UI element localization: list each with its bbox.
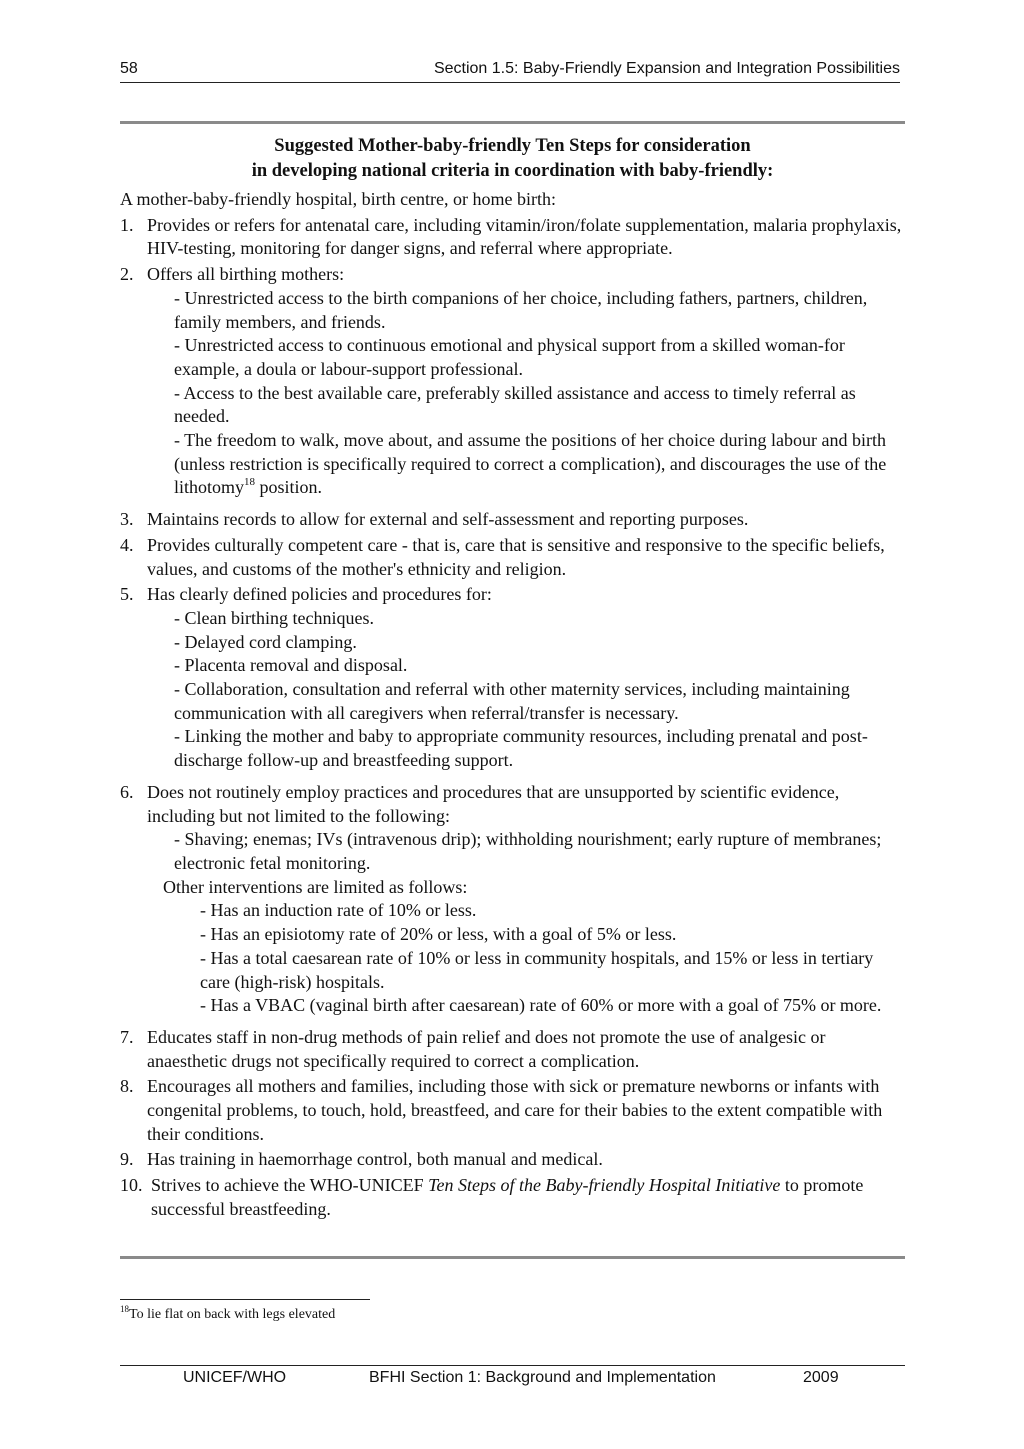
footer-center: BFHI Section 1: Background and Implementation — [369, 1369, 716, 1386]
step-number: 1. — [120, 214, 134, 235]
box-title-line2: in developing national criteria in coordination with baby-friendly: — [251, 161, 774, 181]
footer-right: 2009 — [803, 1369, 839, 1386]
step-item-8 — [120, 1075, 905, 1146]
page-number: 58 — [120, 60, 138, 77]
step-text: Provides culturally competent care - that is, care that is sensitive and responsive to the specific beliefs, values, and customs of the mother's ethnicity and religion. — [147, 534, 885, 579]
step-text: Strives to achieve the WHO-UNICEF — [151, 1175, 429, 1196]
sub-item: - Collaboration, consultation and referral with other maternity services, including maintaining communication with all caregivers when referral/transfer is necessary. — [174, 679, 850, 723]
box-intro: A mother-baby-friendly hospital, birth centre, or home birth: — [120, 189, 557, 209]
sub-item: - Has an episiotomy rate of 20% or less, with a goal of 5% or less. — [200, 924, 677, 945]
sub-item: - Unrestricted access to the birth companions of her choice, including fathers, partners, children, family members, and friends. — [174, 287, 868, 332]
sub-item — [147, 429, 905, 500]
sub-item: - Shaving; enemas; IVs (intravenous drip); withholding nourishment; early rupture of membranes; electronic fetal monitoring. — [174, 829, 882, 873]
step-item-5 — [120, 583, 905, 773]
sub-item-text: - The freedom to walk, move about, and assume the positions of her choice during labour and birth (unless restriction is specifically required to correct a complication), and discourages the use of the lithotomy — [174, 430, 887, 498]
step-item-7 — [120, 1026, 905, 1073]
step-number: 7. — [120, 1026, 134, 1047]
section-title: Section 1.5: Baby-Friendly Expansion and Integration Possibilities — [433, 60, 900, 77]
step-text: Offers all birthing mothers: — [147, 264, 345, 285]
step-text: Educates staff in non-drug methods of pain relief and does not promote the use of analgesic or anaesthetic drugs not specifically required to correct a complication. — [147, 1026, 826, 1071]
sub-item: - Delayed cord clamping. — [174, 631, 357, 652]
step-number: 2. — [120, 264, 134, 285]
step-number: 10. — [120, 1175, 143, 1196]
sub-item: - Has a VBAC (vaginal birth after caesarean) rate of 60% or more with a goal of 75% or more. — [200, 995, 882, 1016]
sub-item: - Linking the mother and baby to appropriate community resources, including prenatal and post-discharge follow-up and breastfeeding support. — [174, 726, 868, 771]
step-text-tail: to promote successful breastfeeding. — [151, 1175, 864, 1219]
footnote-ref: 18 — [244, 476, 256, 489]
step-item-1 — [120, 214, 905, 261]
box-bottom-rule — [120, 1256, 905, 1259]
step-number: 8. — [120, 1076, 134, 1097]
box-top-rule — [120, 121, 905, 124]
step-item-4 — [120, 534, 905, 581]
step-item-2 — [120, 263, 905, 500]
sub-item: - Placenta removal and disposal. — [174, 655, 408, 676]
footer-left: UNICEF/WHO — [183, 1369, 287, 1386]
step-number: 6. — [120, 781, 134, 802]
step-item-10 — [120, 1174, 905, 1221]
step-item-6 — [120, 781, 905, 1018]
sub-item: - Has an induction rate of 10% or less. — [200, 900, 477, 921]
footnote-number: 18 — [120, 1304, 129, 1314]
sub-item: - Unrestricted access to continuous emotional and physical support from a skilled woman-for example, a doula or labour-support professional. — [174, 335, 845, 379]
step-text: Maintains records to allow for external and self-assessment and reporting purposes. — [147, 509, 749, 530]
sub-item: - Has a total caesarean rate of 10% or less in community hospitals, and 15% or less in tertiary care (high-risk) hospitals. — [200, 947, 874, 992]
box-title-line1: Suggested Mother-baby-friendly Ten Steps for consideration — [274, 136, 751, 156]
footnote — [120, 1304, 336, 1323]
footer-rule — [120, 1365, 905, 1366]
step-text: Has clearly defined policies and procedures for: — [147, 584, 492, 605]
step-text: Has training in haemorrhage control, both manual and medical. — [147, 1149, 603, 1170]
sub-item-tail: position. — [255, 477, 323, 498]
other-interventions-label: Other interventions are limited as follows: — [163, 876, 468, 897]
step-number: 4. — [120, 534, 134, 555]
page-header — [120, 60, 900, 84]
header-rule — [120, 82, 900, 83]
step-text: Provides or refers for antenatal care, including vitamin/iron/folate supplementation, malaria prophylaxis, HIV-testing, monitoring for danger signs, and referral where appropriate. — [147, 214, 902, 259]
step-text: Encourages all mothers and families, including those with sick or premature newborns or infants with congenital problems, to touch, hold, breastfeed, and care for their babies to the extent compatible with their conditions. — [147, 1076, 883, 1144]
sub-item: - Clean birthing techniques. — [174, 607, 374, 628]
step-number: 5. — [120, 584, 134, 605]
footnote-rule — [120, 1299, 370, 1300]
footnote-text: To lie flat on back with legs elevated — [129, 1307, 336, 1322]
step-item-3 — [120, 508, 905, 532]
sub-item: - Access to the best available care, preferably skilled assistance and access to timely referral as needed. — [174, 382, 856, 427]
ten-steps-box — [120, 134, 905, 1222]
step-number: 9. — [120, 1149, 134, 1170]
step-item-9 — [120, 1148, 905, 1172]
step-text: Does not routinely employ practices and procedures that are unsupported by scientific evidence, including but not limited to the following: — [147, 781, 840, 826]
step-text-italic: Ten Steps of the Baby-friendly Hospital Initiative — [428, 1175, 781, 1196]
step-number: 3. — [120, 509, 134, 530]
